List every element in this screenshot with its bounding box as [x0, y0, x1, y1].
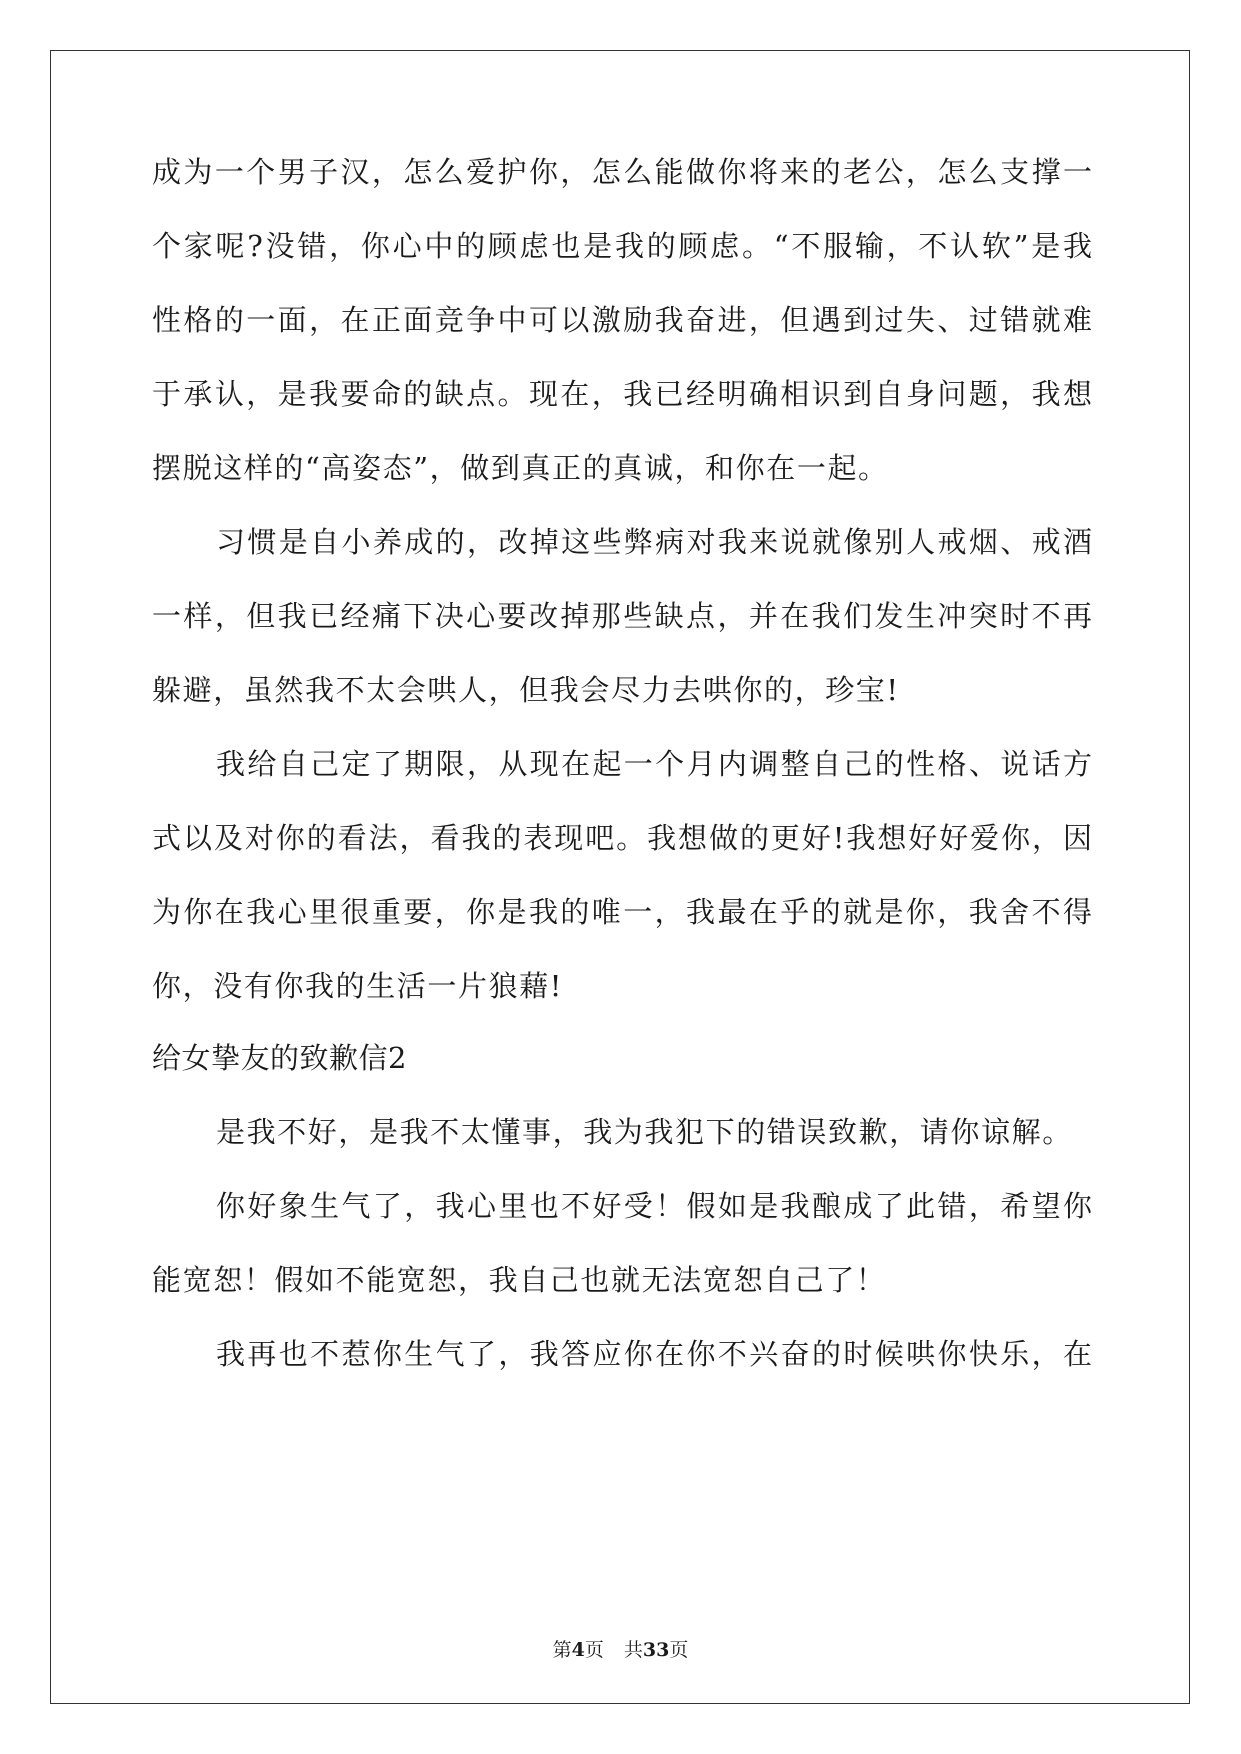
text-line: 一样，但我已经痛下决心要改掉那些缺点，并在我们发生冲突时不再	[152, 599, 1092, 633]
text-line: 你，没有你我的生活一片狼藉!	[152, 969, 564, 1003]
footer-prefix: 第	[552, 1639, 572, 1661]
text-line: 能宽恕！假如不能宽恕，我自己也就无法宽恕自己了！	[152, 1263, 887, 1297]
footer-page-label: 页	[584, 1639, 604, 1661]
text-line: 你好象生气了，我心里也不好受！假如是我酿成了此错，希望你	[216, 1189, 1092, 1223]
page-border	[50, 50, 1190, 1704]
text-line: 个家呢?没错，你心中的顾虑也是我的顾虑。“不服输，不认软”是我	[152, 229, 1092, 263]
footer-suffix: 页	[669, 1639, 689, 1661]
text-line: 成为一个男子汉，怎么爱护你，怎么能做你将来的老公，怎么支撑一	[152, 155, 1092, 189]
current-page-number: 4	[571, 1639, 585, 1661]
section-heading: 给女挚友的致歉信2	[152, 1041, 407, 1075]
text-line: 我再也不惹你生气了，我答应你在你不兴奋的时候哄你快乐，在	[216, 1337, 1092, 1371]
footer-total-prefix: 共	[623, 1639, 643, 1661]
total-page-count: 33	[642, 1639, 670, 1661]
text-line: 性格的一面，在正面竞争中可以激励我奋进，但遇到过失、过错就难	[152, 303, 1092, 337]
text-line: 于承认，是我要命的缺点。现在，我已经明确相识到自身问题，我想	[152, 377, 1092, 411]
page-footer	[0, 1638, 1241, 1662]
text-line: 为你在我心里很重要，你是我的唯一，我最在乎的就是你，我舍不得	[152, 895, 1092, 929]
text-line: 式以及对你的看法，看我的表现吧。我想做的更好!我想好好爱你，因	[152, 821, 1092, 855]
text-line: 我给自己定了期限，从现在起一个月内调整自己的性格、说话方	[216, 747, 1092, 781]
text-line: 摆脱这样的“高姿态”，做到真正的真诚，和你在一起。	[152, 451, 889, 485]
text-line: 是我不好，是我不太懂事，我为我犯下的错误致歉，请你谅解。	[216, 1115, 1073, 1149]
text-line: 习惯是自小养成的，改掉这些弊病对我来说就像别人戒烟、戒酒	[216, 525, 1092, 559]
text-line: 躲避，虽然我不太会哄人，但我会尽力去哄你的，珍宝!	[152, 673, 900, 707]
